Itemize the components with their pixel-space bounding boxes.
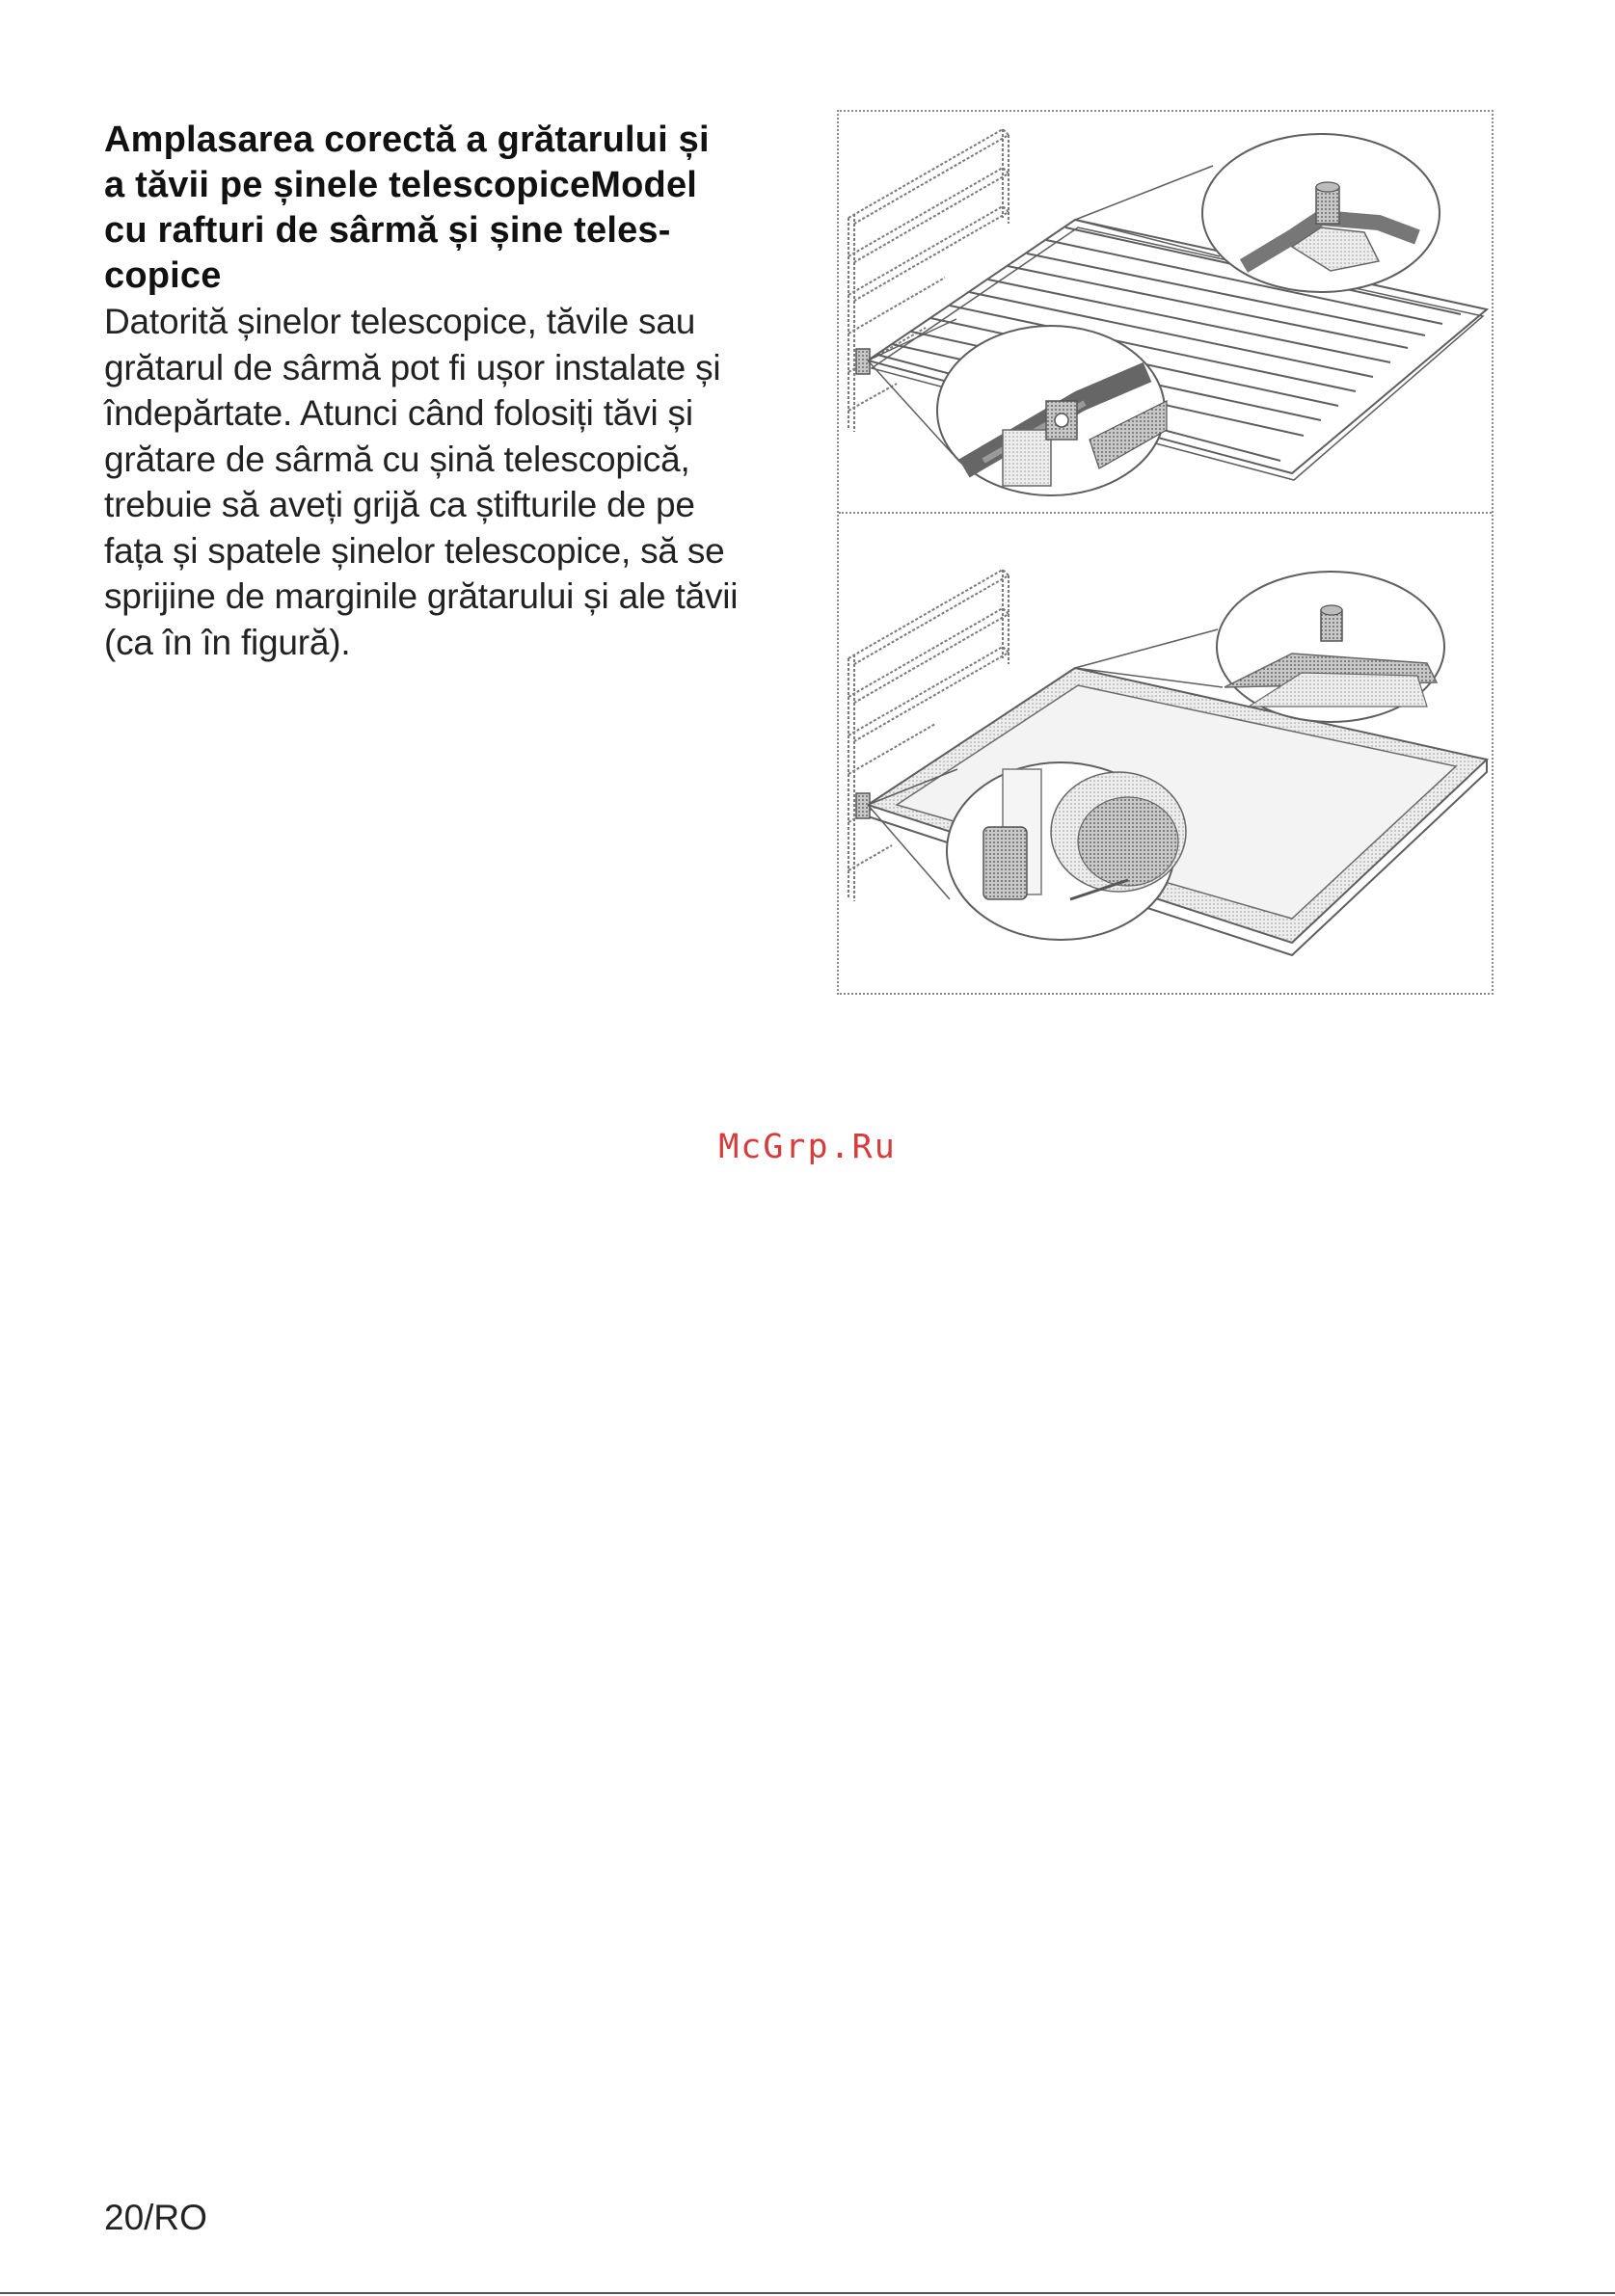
body-line: trebuie să aveți grijă ca știfturile de pe (104, 485, 695, 524)
section-heading (104, 118, 791, 299)
page-number: 20/RO (104, 2198, 207, 2237)
instruction-section (104, 118, 791, 665)
footer-rule (0, 2292, 1615, 2294)
body-line: grătare de sârmă cu șină telescopică, (104, 439, 690, 479)
body-line: sprijine de marginile grătarului și ale tăvii (104, 576, 739, 616)
tray-illustration (839, 514, 1492, 993)
body-line: Datorită șinelor telescopice, tăvile sau (104, 302, 696, 341)
detail-circle-rear (1202, 134, 1440, 292)
detail-circle-rear (1217, 572, 1444, 722)
heading-line: copice (104, 255, 222, 296)
installation-figure (837, 110, 1494, 995)
detail-circle-front (937, 326, 1167, 495)
body-line: îndepărtate. Atunci când folosiți tăvi și (104, 393, 693, 433)
heading-line: a tăvii pe șinele telescopiceModel (104, 165, 698, 205)
body-line: fața și spatele șinelor telescopice, să se (104, 530, 725, 571)
wire-grill-illustration (839, 112, 1492, 511)
heading-line: Amplasarea corectă a grătarului și (104, 120, 710, 160)
watermark: McGrp.Ru (718, 1128, 897, 1166)
section-body (104, 299, 791, 665)
heading-line: cu rafturi de sârmă și șine teles- (104, 210, 671, 251)
body-line: grătarul de sârmă pot fi ușor instalate și (104, 347, 721, 387)
body-line: (ca în în figură). (104, 622, 351, 662)
detail-circle-front (947, 762, 1186, 940)
